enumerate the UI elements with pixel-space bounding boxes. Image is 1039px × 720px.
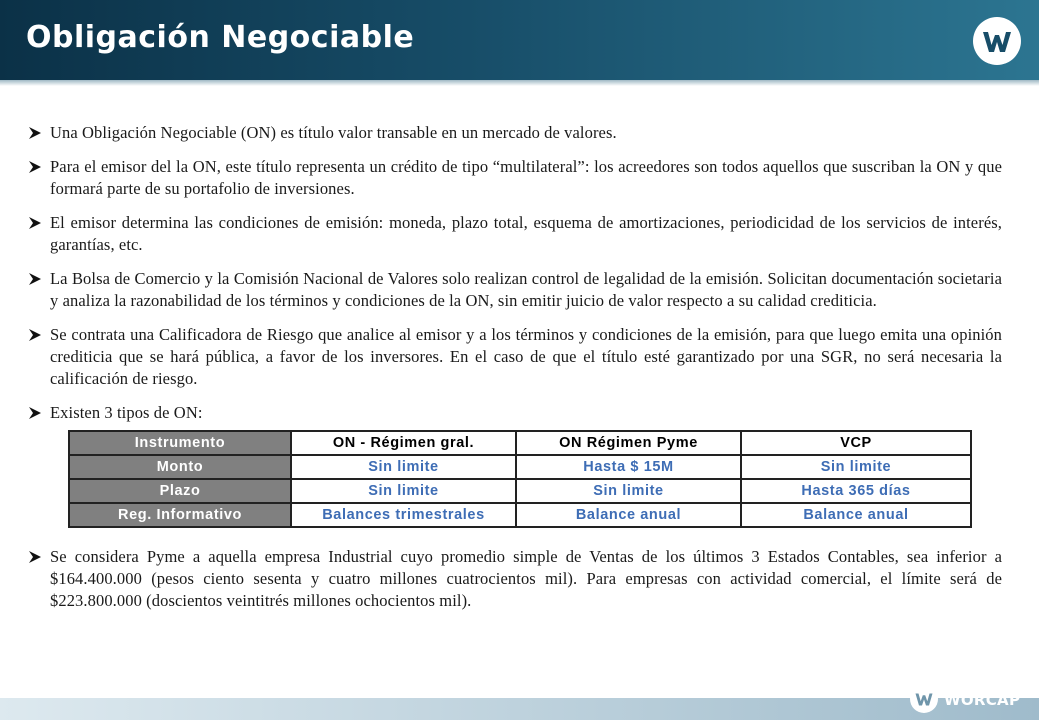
table-header-row [70,432,970,456]
arrowhead-bullet-icon [28,126,42,140]
arrowhead-bullet-icon [28,550,42,564]
worcap-logo-icon [909,684,939,714]
bullet-item [28,156,1002,200]
footer-brand: WORCAP [944,691,1021,709]
worcap-logo-icon [972,16,1022,66]
table-cell: Balances trimestrales [292,504,517,526]
table-row-label: Monto [70,456,292,480]
content-area [28,122,1002,624]
table-row [70,456,970,480]
bullet-text: Se considera Pyme a aquella empresa Industrial cuyo promedio simple de Ventas de los últimos 3 Estados Contables, sea inferior a $164.400.000 (pesos ciento sesenta y cuatro millones cuatrocientos mil). Para empresas con actividad comercial, el límite será de $223.800.000 (doscientos veintitrés millones ochocientos mil). [50,547,1002,610]
table-cell: Sin limite [742,456,970,480]
page-title: Obligación Negociable [26,20,415,55]
arrowhead-bullet-icon [28,216,42,230]
table-cell: Sin limite [292,456,517,480]
table-header-cell: VCP [742,432,970,456]
table-cell: Balance anual [517,504,742,526]
bullet-text: La Bolsa de Comercio y la Comisión Nacional de Valores solo realizan control de legalidad de la emisión. Solicitan documentación societaria y analiza la razonabilidad de los términos y condiciones de la ON, sin emitir juicio de valor respecto a su calidad crediticia. [50,269,1002,310]
bullet-item [28,122,1002,144]
table-cell: Hasta 365 días [742,480,970,504]
arrowhead-bullet-icon [28,328,42,342]
bullet-item [28,324,1002,390]
bullet-text: El emisor determina las condiciones de emisión: moneda, plazo total, esquema de amortizaciones, periodicidad de los servicios de interés, garantías, etc. [50,213,1002,254]
arrowhead-bullet-icon [28,160,42,174]
bullet-text: Para el emisor del la ON, este título representa un crédito de tipo “multilateral”: los acreedores son todos aquellos que suscriban la ON y que formará parte de su portafolio de inversiones. [50,157,1002,198]
table-row [70,480,970,504]
bullet-text: Una Obligación Negociable (ON) es título valor transable en un mercado de valores. [50,123,617,142]
table-header-cell: Instrumento [70,432,292,456]
table-header-cell: ON - Régimen gral. [292,432,517,456]
arrowhead-bullet-icon [28,272,42,286]
on-types-table [68,430,972,528]
table-cell: Sin limite [292,480,517,504]
table-header-cell: ON Régimen Pyme [517,432,742,456]
bullet-text: Existen 3 tipos de ON: [50,403,203,422]
table-cell: Hasta $ 15M [517,456,742,480]
table-row [70,504,970,526]
table-row-label: Plazo [70,480,292,504]
bullet-item [28,546,1002,612]
title-bar-shadow [0,80,1039,86]
table-cell: Balance anual [742,504,970,526]
bullet-item [28,402,1002,424]
footer-bar [0,698,1039,720]
table-row-label: Reg. Informativo [70,504,292,526]
bullet-item [28,212,1002,256]
arrowhead-bullet-icon [28,406,42,420]
bullet-text: Se contrata una Calificadora de Riesgo que analice al emisor y a los términos y condiciones de la emisión, para que luego emita una opinión crediticia que se hará pública, a favor de los inversores. En el caso de que el título esté garantizado por una SGR, no será necesaria la calificación de riesgo. [50,325,1002,388]
table-cell: Sin limite [517,480,742,504]
bullet-item [28,268,1002,312]
